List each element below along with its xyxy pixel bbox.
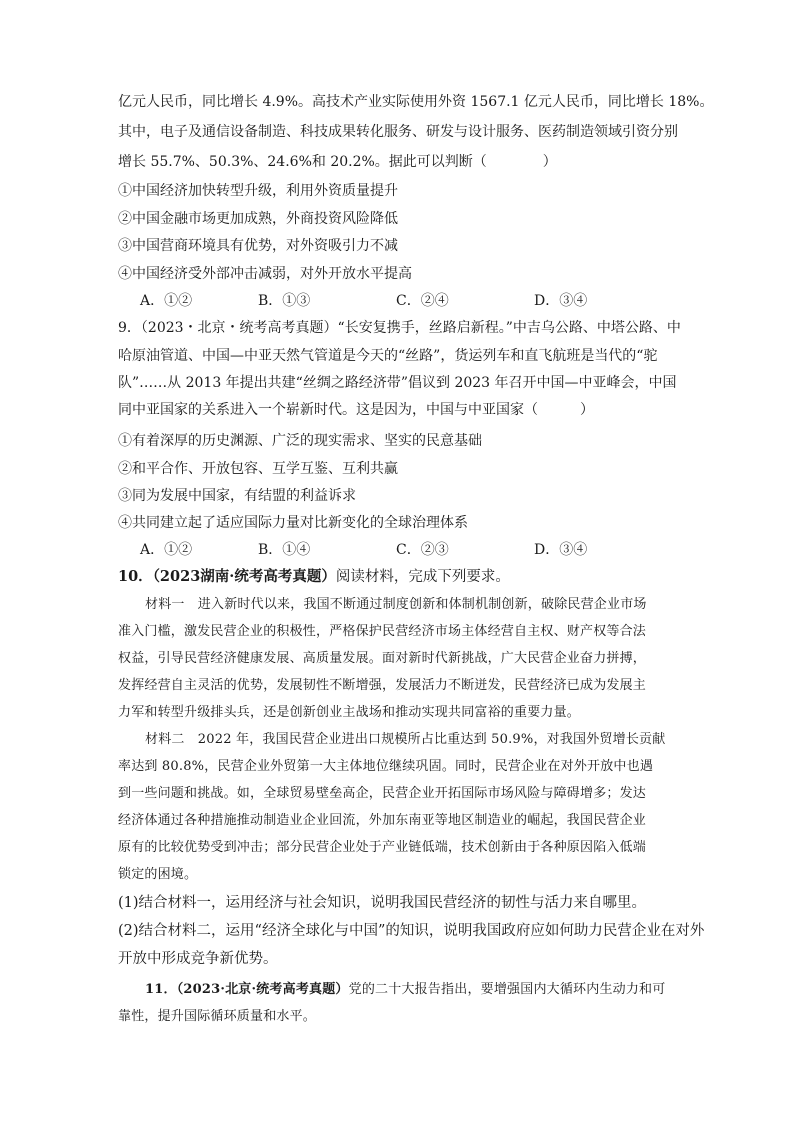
q10-material1-line-3: 权益，引导民营经济健康发展、高质量发展。面对新时代新挑战，广大民营企业奋力拼搏， [118, 651, 647, 666]
q10-material1-line-2: 准入门槛，激发民营企业的积极性，严格保护民营经济市场主体经营自主权、财产权等合法 [118, 624, 647, 639]
q9-option-a: A．①② [140, 542, 193, 558]
q8-option-d: D．③④ [534, 293, 588, 309]
q9-option-c: C．②③ [396, 542, 449, 558]
q8-option-b: B．①③ [258, 293, 311, 309]
q10-prompt: 阅读材料，完成下列要求。 [335, 569, 510, 585]
q10-header [118, 567, 510, 587]
q10-subquestion-2: (2)结合材料二，运用“经济全球化与中国”的知识，说明我国政府应如何助力民营企业在对外 [118, 923, 705, 939]
q8-option-c: C．②④ [396, 293, 449, 309]
q9-statement-4: ④共同建立起了适应国际力量对比新变化的全球治理体系 [118, 515, 468, 531]
q8-option-a: A．①② [140, 293, 193, 309]
q9-statement-3: ③同为发展中国家，有结盟的利益诉求 [118, 488, 356, 504]
q9-option-b: B．①④ [258, 542, 311, 558]
q11-number: 11． [145, 982, 177, 997]
q10-material1-line-1: 材料一 进入新时代以来，我国不断通过制度创新和体制机制创新，破除民营企业市场 [145, 597, 647, 612]
q11-line-2: 靠性，提升国际循环质量和水平。 [118, 1009, 317, 1024]
q10-source: （2023湖南·统考高考真题） [152, 568, 336, 585]
q10-material2-line-3: 到一些问题和挑战。如，全球贸易壁垒高企，民营企业开拓国际市场风险与障碍增多；发达 [118, 786, 647, 801]
q10-material2-line-1: 材料二 2022 年，我国民营企业进出口规模所占比重达到 50.9%，对我国外贸增长贡献 [145, 732, 666, 747]
q9-line-4: 同中亚国家的关系进入一个崭新时代。这是因为，中国与中亚国家（ ） [118, 402, 594, 418]
q8-statement-2: ②中国金融市场更加成熟，外商投资风险降低 [118, 211, 398, 227]
q9-line-3: 队”……从 2013 年提出共建“丝绸之路经济带”倡议到 2023 年召开中国—中亚峰会，中国 [118, 375, 677, 391]
q10-material1-line-5: 力军和转型升级排头兵，还是创新创业主战场和推动实现共同富裕的重要力量。 [118, 705, 581, 720]
q10-subquestion-1: (1)结合材料一，运用经济与社会知识，说明我国民营经济的韧性与活力来自哪里。 [118, 895, 647, 911]
q8-statement-3: ③中国营商环境具有优势，对外资吸引力不减 [118, 238, 398, 254]
q9-line-1: 9．（2023・北京・统考高考真题）“长安复携手，丝路启新程。”中吉乌公路、中塔公路、中 [118, 320, 681, 336]
q8-line-3: 增长 55.7%、50.3%、24.6%和 20.2%。据此可以判断（ ） [118, 154, 557, 170]
q9-statement-1: ①有着深厚的历史渊源、广泛的现实需求、坚实的民意基础 [118, 433, 482, 449]
q8-statement-1: ①中国经济加快转型升级，利用外资质量提升 [118, 183, 398, 199]
q11-text: 党的二十大报告指出，要增强国内大循环内生动力和可 [348, 982, 666, 997]
q8-statement-4: ④中国经济受外部冲击减弱，对外开放水平提高 [118, 266, 412, 282]
q10-material2-line-4: 经济体通过各种措施推动制造业企业回流，外加东南亚等地区制造业的崛起，我国民营企业 [118, 813, 647, 828]
q9-option-d: D．③④ [534, 542, 588, 558]
q9-line-2: 哈原油管道、中国—中亚天然气管道是今天的“丝路”，货运列车和直飞航班是当代的“驼 [118, 348, 658, 364]
q10-number: 10． [118, 568, 153, 585]
q11-line-1 [145, 980, 665, 1000]
q10-material2-line-2: 率达到 80.8%，民营企业外贸第一大主体地位继续巩固。同时，民营企业在对外开放中也遇 [118, 759, 654, 774]
q8-line-2: 其中，电子及通信设备制造、科技成果转化服务、研发与设计服务、医药制造领域引资分别 [118, 124, 678, 140]
q8-line-1: 亿元人民币，同比增长 4.9%。高技术产业实际使用外资 1567.1 亿元人民币，同比增长 18%。 [118, 94, 714, 110]
q11-source: （2023·北京·统考高考真题） [176, 982, 349, 997]
q9-statement-2: ②和平合作、开放包容、互学互鉴、互利共赢 [118, 461, 398, 477]
q10-material1-line-4: 发挥经营自主灵活的优势，发展韧性不断增强，发展活力不断迸发，民营经济已成为发展主 [118, 678, 647, 693]
q10-material2-line-6: 锁定的困境。 [118, 867, 198, 882]
q10-subquestion-2-cont: 开放中形成竞争新优势。 [118, 951, 278, 967]
q10-material2-line-5: 原有的比较优势受到冲击；部分民营企业处于产业链低端，技术创新由于各种原因陷入低端 [118, 840, 647, 855]
